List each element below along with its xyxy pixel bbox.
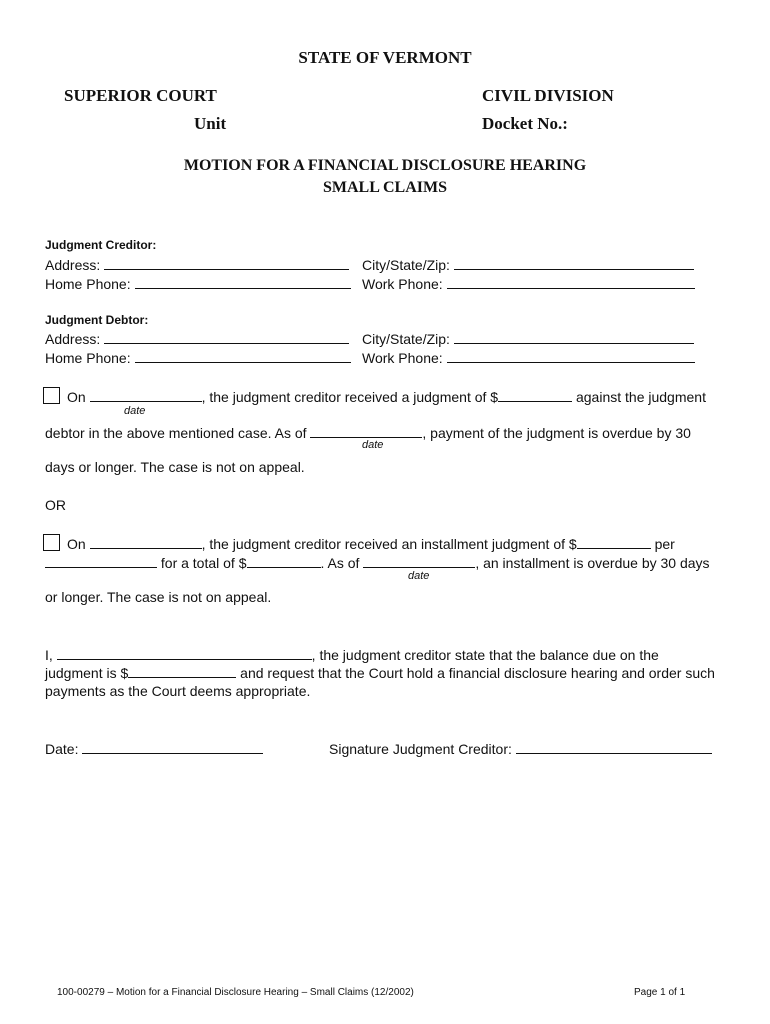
creditor-city-label: City/State/Zip: [362, 257, 450, 273]
date-label: Date: [45, 741, 79, 757]
or-label: OR [45, 497, 66, 513]
debtor-address-row [45, 330, 349, 347]
option2-line2-a: for a total of $ [160, 555, 247, 571]
option2-line3: or longer. The case is not on appeal. [45, 589, 272, 605]
option2-total-field[interactable] [247, 554, 321, 568]
debtor-work-phone-label: Work Phone: [362, 350, 443, 366]
creditor-address-field[interactable] [104, 256, 349, 270]
option2-installment-field[interactable] [577, 535, 651, 549]
debtor-work-phone-row [362, 349, 695, 366]
creditor-address-row [45, 256, 349, 273]
date-row [45, 740, 263, 757]
option1-checkbox[interactable] [43, 387, 60, 404]
date-field[interactable] [82, 740, 263, 754]
option1-amount-field[interactable] [498, 388, 572, 402]
option2-date-field[interactable] [90, 535, 202, 549]
debtor-city-label: City/State/Zip: [362, 331, 450, 347]
debtor-address-field[interactable] [104, 330, 349, 344]
creditor-name-field[interactable] [57, 646, 312, 660]
debtor-city-field[interactable] [454, 330, 694, 344]
form-subtitle: SMALL CLAIMS [322, 179, 448, 196]
option2-checkbox[interactable] [43, 534, 60, 551]
option2-asof-date-field[interactable] [363, 554, 475, 568]
creditor-home-phone-label: Home Phone: [45, 276, 131, 292]
creditor-address-label: Address: [45, 257, 101, 273]
statement-line1 [45, 646, 659, 663]
creditor-work-phone-field[interactable] [447, 275, 695, 289]
debtor-heading: Judgment Debtor: [45, 313, 149, 327]
option2-text-b: per [654, 536, 675, 552]
statement-i: I, [45, 647, 53, 663]
debtor-home-phone-field[interactable] [135, 349, 351, 363]
debtor-home-phone-row [45, 349, 351, 366]
page-number: Page 1 of 1 [634, 987, 686, 998]
form-id: 100-00279 – Motion for a Financial Disclosure Hearing – Small Claims (12/2002) [57, 987, 414, 998]
creditor-work-phone-label: Work Phone: [362, 276, 443, 292]
option1-asof-date-field[interactable] [310, 424, 422, 438]
signature-row [329, 740, 712, 757]
creditor-city-row [362, 256, 694, 273]
option1-line3: days or longer. The case is not on appeal. [45, 459, 305, 475]
option1-date-hint: date [124, 405, 146, 417]
division-name: CIVIL DIVISION [482, 86, 614, 105]
option2-line2-b: . As of [320, 555, 360, 571]
option1-line2-b: , payment of the judgment is overdue by 30 [422, 425, 691, 441]
option1-date-field[interactable] [90, 388, 202, 402]
statement-line2-b: and request that the Court hold a financial disclosure hearing and order such [240, 665, 715, 681]
debtor-city-row [362, 330, 694, 347]
option1-date-hint2: date [362, 439, 384, 451]
creditor-city-field[interactable] [454, 256, 694, 270]
option1-line2-a: debtor in the above mentioned case. As of [45, 425, 307, 441]
balance-field[interactable] [128, 664, 236, 678]
option2-text-a: , the judgment creditor received an installment judgment of $ [201, 536, 577, 552]
signature-label: Signature Judgment Creditor: [329, 741, 512, 757]
option1-text-a: , the judgment creditor received a judgment of $ [201, 389, 499, 405]
option2-date-hint: date [408, 570, 430, 582]
creditor-home-phone-row [45, 275, 351, 292]
state-heading: STATE OF VERMONT [298, 48, 472, 67]
option2-line1 [67, 535, 675, 552]
docket-label: Docket No.: [482, 114, 568, 133]
option2-on: On [67, 536, 86, 552]
debtor-address-label: Address: [45, 331, 101, 347]
statement-line2-a: judgment is $ [45, 665, 129, 681]
option2-line2 [45, 554, 710, 571]
court-name: SUPERIOR COURT [64, 86, 217, 105]
debtor-work-phone-field[interactable] [447, 349, 695, 363]
option2-line2-c: , an installment is overdue by 30 days [475, 555, 710, 571]
statement-line3: payments as the Court deems appropriate. [45, 683, 311, 699]
unit-label: Unit [194, 114, 227, 133]
debtor-home-phone-label: Home Phone: [45, 350, 131, 366]
statement-line2 [45, 664, 715, 681]
option2-period-field[interactable] [45, 554, 157, 568]
statement-text-a: , the judgment creditor state that the balance due on the [311, 647, 659, 663]
creditor-home-phone-field[interactable] [135, 275, 351, 289]
creditor-heading: Judgment Creditor: [45, 238, 157, 252]
option1-text-b: against the judgment [575, 389, 706, 405]
form-title: MOTION FOR A FINANCIAL DISCLOSURE HEARING [183, 157, 587, 174]
option1-line1 [67, 388, 706, 405]
signature-field[interactable] [516, 740, 712, 754]
option1-on: On [67, 389, 86, 405]
creditor-work-phone-row [362, 275, 695, 292]
